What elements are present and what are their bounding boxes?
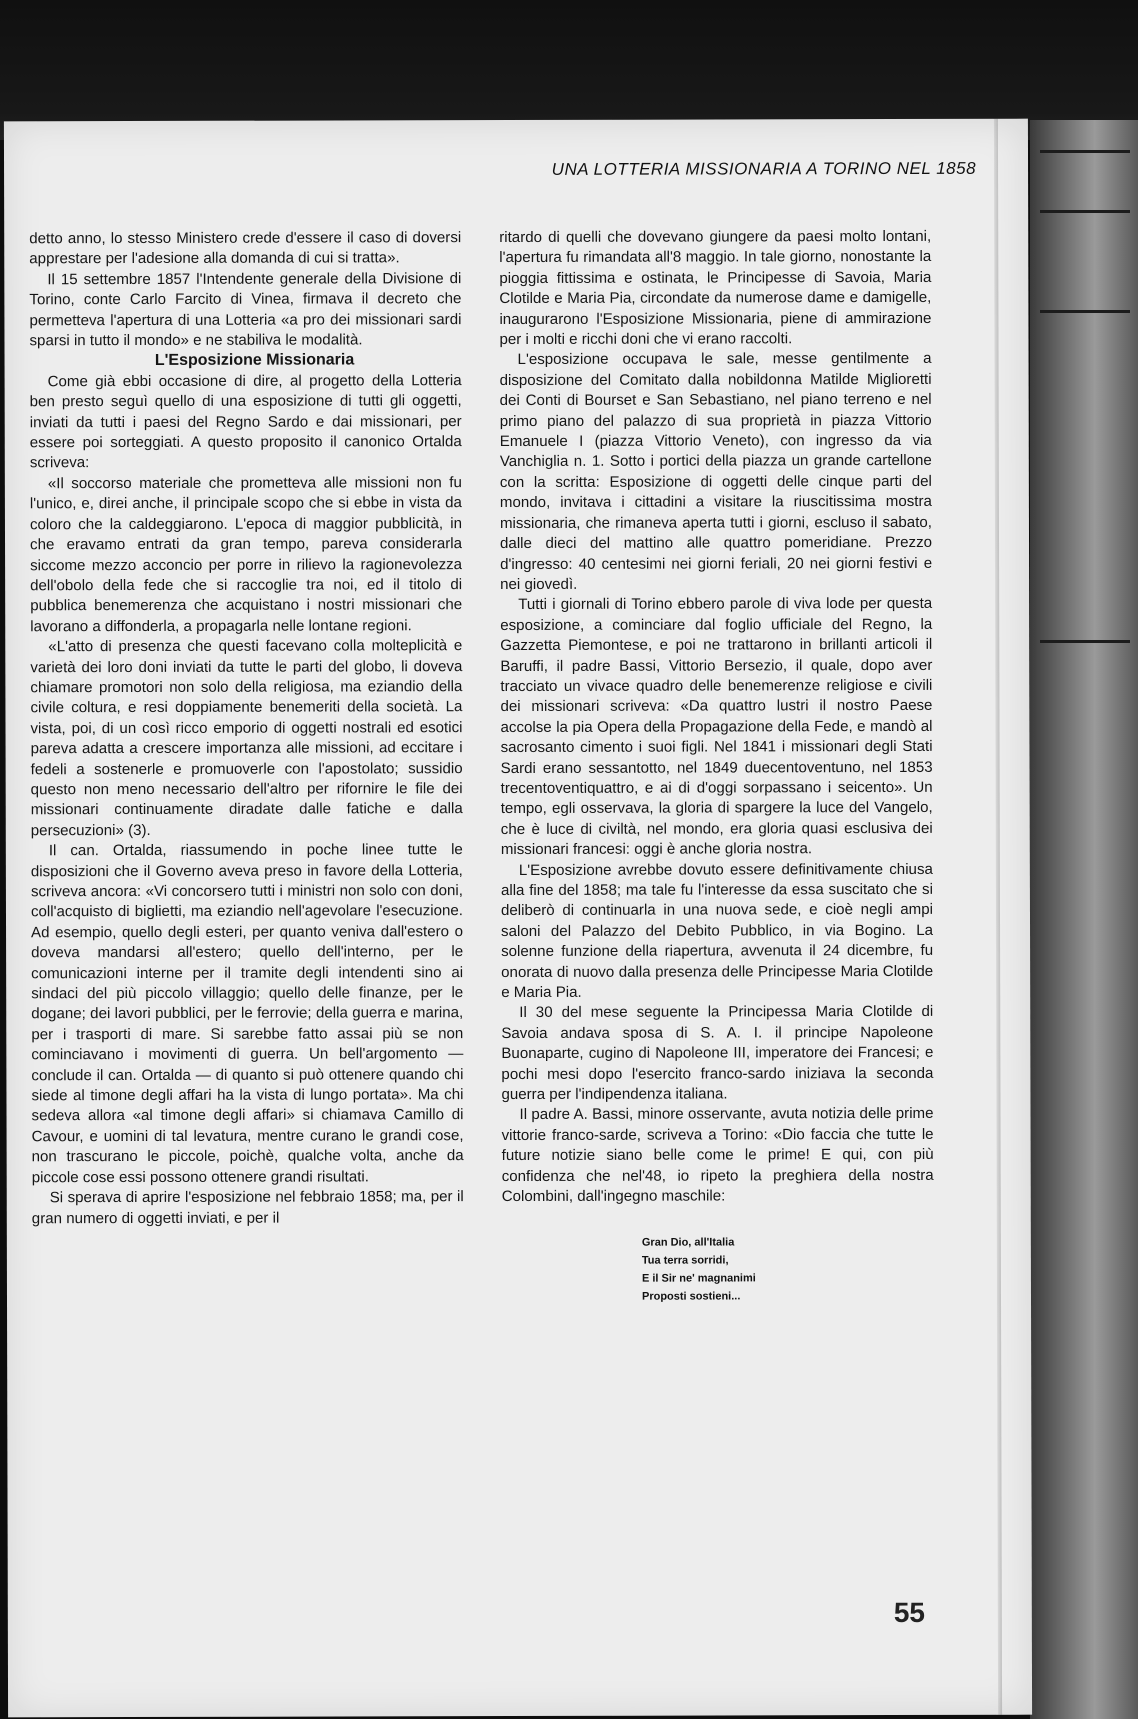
edge-rule	[1040, 640, 1130, 643]
page-number: 55	[893, 1596, 926, 1629]
edge-rule	[1040, 210, 1130, 213]
running-title: UNA LOTTERIA MISSIONARIA A TORINO NEL 1858	[551, 158, 977, 179]
paragraph: L'Esposizione avrebbe dovuto essere definitivamente chiusa alla fine del 1858; ma tale fu l'interesse da essa suscitato che si deliberò di continuarla in una nuova sede, e cioè negli ampi saloni del Palazzo del Debito Pubblico, in via Bogino. La solenne funzione della riapertura, avvenuta il 24 dicembre, fu onorata di nuovo dalla presenza delle Principesse Maria Clotilde e Maria Pia.	[500, 860, 934, 1002]
paragraph: Il can. Ortalda, riassumendo in poche linee tutte le disposizioni che il Governo aveva preso in favore della Lotteria, scriveva ancora: «Vi concorsero tutti i ministri non solo con doni, coll'acquisto di biglietti, ma eziandio nell'agevolare l'esecuzione. Ad esempio, quello degli esteri, per quanto veniva dall'estero o doveva mandarsi all'estero; quello dell'interno, per le comunicazioni interne per il tramite degli intendenti sino ai sindaci del più piccolo villaggio; quello delle finanze, per le dogane; dei lavori pubblici, per le ferrovie; della guerra e marina, per i trasporti di mare. Si sarebbe fatto assai più se non cominciavano i movimenti di guerra. Un bell'argomento — conclude il can. Ortalda — di quanto si può ottenere quando chi siede al timone degli affari ha la vista di lungo portata». Ma chi sedeva allora «al timone degli affari» si chiamava Camillo di Cavour, e uomini di tal levatura, mentre curano le grandi cose, non trascurano le piccole, poichè, qualche volta, anche da piccole cose essi possono ottenere grandi risultati.	[30, 841, 464, 1186]
paragraph: «Il soccorso materiale che prometteva alle missioni non fu l'unico, e, direi anche, il principale scopo che si ebbe in vista da coloro che la caldeggiarono. L'epoca di maggior pubblicità, in che eravamo entrati da gran tempo, pareva considerarla siccome mezzo acconcio per porre in rilievo la ragionevolezza dell'obolo della fede che si raccoglie tra noi, ed il titolo di pubblica benemerenza che acquistano i nostri missionari che lavorano a diffonderla, a propagarla nelle lontane regioni.	[29, 474, 463, 635]
edge-rule	[1040, 310, 1130, 313]
poem-line: E il Sir ne' magnanimi	[641, 1271, 756, 1285]
paragraph: Tutti i giornali di Torino ebbero parole di viva lode per questa esposizione, a cominciare dal foglio ufficiale del Regno, la Gazzetta Piemontese, e poi ne trattarono in brillanti articoli il Baruffi, il padre Bassi, Vittorio Bersezio, il quale, dopo aver tracciato un vivace quadro delle benemerenze religiose e civili dei missionari scriveva: «Da quattro lustri il nostro Paese accolse la pia Opera della Propagazione della Fede, e mandò al sacrosanto cimento i suoi figli. Nel 1841 i missionari degli Stati Sardi erano sessantotto, nel 1849 duecentoventuno, nel 1853 trecentoventiquattro, e ai di d'oggi sorpassano i seicento». Un tempo, egli osservava, la gloria di spargere la luce del Vangelo, che è luce di civiltà, nel mondo, era gloria quasi esclusiva dei missionari francesi: oggi è anche gloria nostra.	[500, 595, 933, 859]
paragraph: Il 30 del mese seguente la Principessa Maria Clotilde di Savoia andava sposa di S. A. I. il principe Napoleone Buonaparte, cugino di Napoleone III, imperatore dei Francesi; e pochi mesi dopo l'esercito franco-sardo iniziava la seconda guerra per l'indipendenza italiana.	[501, 1003, 934, 1104]
paragraph: Come già ebbi occasione di dire, al progetto della Lotteria ben presto seguì quello di una esposizione di tutti gli oggetti, inviati da tutti i paesi del Regno Sardo e dai missionari, per essere poi sorteggiati. A questo proposito il canonico Ortalda scriveva:	[29, 371, 462, 472]
section-heading: L'Esposizione Missionaria	[154, 351, 355, 370]
paragraph: Il padre A. Bassi, minore osservante, avuta notizia delle prime vittorie franco-sarde, scriveva a Torino: «Dio faccia che tutte le future notizie siano belle come le prime! E qui, con più confidenza che nel'48, io ripeto la preghiera della nostra Colombini, dall'ingegno maschile:	[501, 1105, 934, 1206]
paragraph: L'esposizione occupava le sale, messe gentilmente a disposizione del Comitato dalla nobildonna Matilde Miglioretti dei Conti di Bourset e San Sebastiano, nel piano terreno e nel primo piano del palazzo di sua proprietà in piazza Vittorio Emanuele I (piazza Vittorio Veneto), con ingresso da via Vanchiglia n. 1. Sotto i portici della piazza un grande cartellone con la scritta: Esposizione di oggetti delle cinque parti del mondo, invitava i cittadini a visitare la riuscitissima mostra missionaria, che rimaneva aperta tutti i giorni, escluso il sabato, dalle dieci del mattino alle quattro pomeridiane. Prezzo d'ingresso: 40 centesimi nei giorni feriali, 20 nei giorni festivi e nei giovedì.	[499, 350, 933, 593]
right-column	[499, 227, 934, 1306]
paragraph: Il 15 settembre 1857 l'Intendente generale della Divisione di Torino, conte Carlo Farcito di Vinea, firmava il decreto che permetteva l'apertura di una Lotteria «a pro dei missionari sardi sparsi in tutto il mondo» e ne stabiliva le modalità.	[29, 269, 462, 350]
edge-rule	[1040, 150, 1130, 153]
poem-quote	[642, 1232, 934, 1305]
paragraph: Si sperava di aprire l'esposizione nel febbraio 1858; ma, per il gran numero di oggetti inviati, e per il	[31, 1188, 464, 1227]
paragraph: detto anno, lo stesso Ministero crede d'essere il caso di doversi apprestare per l'adesione alla domanda di cui si tratta».	[29, 229, 462, 268]
left-column	[29, 228, 464, 1229]
paragraph: ritardo di quelli che dovevano giungere da paesi molto lontani, l'apertura fu rimandata all'8 maggio. In tale giorno, nonostante la pioggia fittissima e ostinata, le Principesse di Savoia, Maria Clotilde e Maria Pia, circondate da numerose dame e damigelle, inaugurarono l'Esposizione Missionaria, piene di ammirazione per i molti e ricchi doni che vi erano raccolti.	[499, 227, 932, 349]
paragraph: «L'atto di presenza che questi facevano colla molteplicità e varietà dei loro doni inviati da tutte le parti del globo, li doveva chiamare promotori non solo della religiosa, ma eziandio della civile coltura, e resi doppiamente benemeriti della società. La vista, poi, di un così ricco emporio di oggetti nostrali ed esotici pareva adatta a crescere importanza alle missioni, ad eccitare i fedeli a sostenerle e promuoverle con l'apostolato; sussidio questo non meno necessario dell'altro per rifornire le file dei missionari continuamente diradate dalle fatiche e dalla persecuzioni» (3).	[30, 637, 463, 840]
poem-line: Tua terra sorridi,	[641, 1253, 729, 1267]
poem-line: Gran Dio, all'Italia	[641, 1235, 735, 1249]
adjacent-page-edge	[1030, 120, 1138, 1719]
poem-line: Proposti sostieni...	[641, 1289, 741, 1303]
page-fold-shadow	[994, 119, 1002, 1715]
document-page	[4, 119, 1032, 1718]
